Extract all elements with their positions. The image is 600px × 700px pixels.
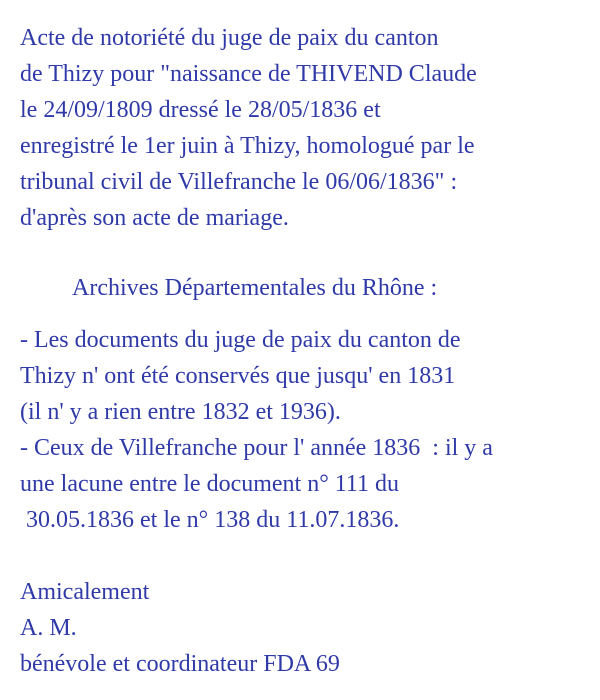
paragraph1-line-6: d'après son acte de mariage.	[20, 205, 289, 231]
paragraph1-line-2: de Thizy pour "naissance de THIVEND Claude	[20, 61, 477, 87]
signature-closing: Amicalement	[20, 579, 150, 605]
archives-heading: Archives Départementales du Rhône :	[72, 275, 438, 301]
paragraph1-line-3: le 24/09/1809 dressé le 28/05/1836 et	[20, 97, 381, 123]
paragraph2-line-6: 30.05.1836 et le n° 138 du 11.07.1836.	[20, 507, 400, 533]
paragraph2-line-4: - Ceux de Villefranche pour l' année 1836 : il y a	[20, 435, 493, 461]
paragraph1-line-1: Acte de notoriété du juge de paix du canton	[20, 25, 439, 51]
paragraph2-line-5: une lacune entre le document n° 111 du	[20, 471, 400, 497]
paragraph1-line-5: tribunal civil de Villefranche le 06/06/1836" :	[20, 169, 458, 195]
signature-role: bénévole et coordinateur FDA 69	[20, 651, 340, 677]
signature-initials: A. M.	[20, 615, 77, 641]
paragraph2-line-1: - Les documents du juge de paix du canton de	[20, 327, 461, 353]
paragraph1-line-4: enregistré le 1er juin à Thizy, homologué par le	[20, 133, 475, 159]
paragraph2-line-3: (il n' y a rien entre 1832 et 1936).	[20, 399, 341, 425]
paragraph2-line-2: Thizy n' ont été conservés que jusqu' en 1831	[20, 363, 456, 389]
